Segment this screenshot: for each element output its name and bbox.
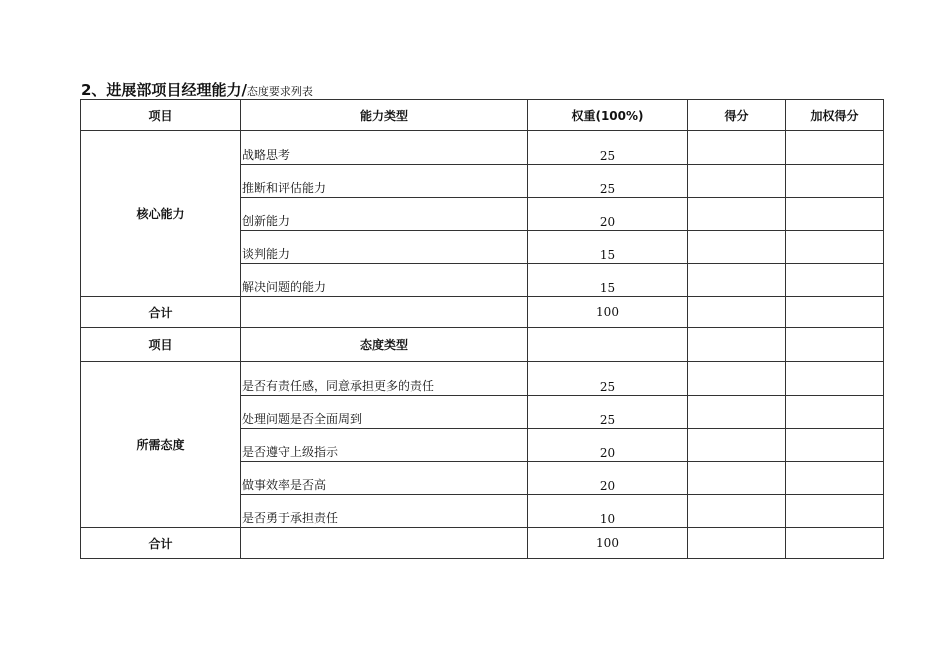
title-sub: 态度要求列表 [246, 85, 313, 98]
score-cell[interactable] [688, 462, 786, 495]
score-cell[interactable] [688, 396, 786, 429]
header-item: 项目 [81, 328, 241, 362]
weight-cell: 15 [528, 231, 688, 264]
total-label: 合计 [81, 297, 241, 328]
weight-cell: 20 [528, 462, 688, 495]
score-cell[interactable] [688, 198, 786, 231]
empty-cell [528, 328, 688, 362]
weighted-score-cell[interactable] [786, 528, 884, 559]
score-cell[interactable] [688, 495, 786, 528]
header-score: 得分 [688, 100, 786, 131]
weight-cell: 25 [528, 131, 688, 165]
title-main: 2、进展部项目经理能力/ [81, 81, 247, 99]
weight-cell: 25 [528, 396, 688, 429]
weighted-score-cell[interactable] [786, 165, 884, 198]
score-cell[interactable] [688, 165, 786, 198]
weight-cell: 25 [528, 362, 688, 396]
header-weighted-score: 加权得分 [786, 100, 884, 131]
attitude-name: 做事效率是否高 [241, 462, 528, 495]
ability-name: 战略思考 [241, 131, 528, 165]
score-cell[interactable] [688, 362, 786, 396]
attitude-name: 是否有责任感，同意承担更多的责任 [241, 362, 528, 396]
weighted-score-cell[interactable] [786, 264, 884, 297]
weighted-score-cell[interactable] [786, 297, 884, 328]
score-cell[interactable] [688, 297, 786, 328]
score-cell[interactable] [688, 231, 786, 264]
ability-name: 解决问题的能力 [241, 264, 528, 297]
weight-cell: 10 [528, 495, 688, 528]
table-row [81, 131, 884, 165]
total-row [81, 297, 884, 328]
weighted-score-cell[interactable] [786, 462, 884, 495]
attitude-name: 是否遵守上级指示 [241, 429, 528, 462]
ability-name: 创新能力 [241, 198, 528, 231]
score-cell[interactable] [688, 429, 786, 462]
header-attitude-type: 态度类型 [241, 328, 528, 362]
ability-name: 推断和评估能力 [241, 165, 528, 198]
group-label-core: 核心能力 [81, 131, 241, 297]
total-empty-cell [241, 297, 528, 328]
weighted-score-cell[interactable] [786, 429, 884, 462]
score-cell[interactable] [688, 131, 786, 165]
total-weight: 100 [528, 297, 688, 328]
weighted-score-cell[interactable] [786, 362, 884, 396]
header-item: 项目 [81, 100, 241, 131]
header-ability-type: 能力类型 [241, 100, 528, 131]
table-row [81, 362, 884, 396]
header-row [81, 100, 884, 131]
attitude-name: 处理问题是否全面周到 [241, 396, 528, 429]
header-weight: 权重(100%) [528, 100, 688, 131]
weighted-score-cell[interactable] [786, 131, 884, 165]
total-row [81, 528, 884, 559]
empty-cell [688, 328, 786, 362]
weight-cell: 20 [528, 198, 688, 231]
section-header-row [81, 328, 884, 362]
weight-cell: 20 [528, 429, 688, 462]
requirements-table [80, 99, 884, 559]
attitude-name: 是否勇于承担责任 [241, 495, 528, 528]
weighted-score-cell[interactable] [786, 198, 884, 231]
group-label-attitude: 所需态度 [81, 362, 241, 528]
weight-cell: 25 [528, 165, 688, 198]
total-empty-cell [241, 528, 528, 559]
weighted-score-cell[interactable] [786, 396, 884, 429]
total-weight: 100 [528, 528, 688, 559]
weighted-score-cell[interactable] [786, 231, 884, 264]
score-cell[interactable] [688, 264, 786, 297]
weight-cell: 15 [528, 264, 688, 297]
total-label: 合计 [81, 528, 241, 559]
empty-cell [786, 328, 884, 362]
ability-name: 谈判能力 [241, 231, 528, 264]
score-cell[interactable] [688, 528, 786, 559]
weighted-score-cell[interactable] [786, 495, 884, 528]
